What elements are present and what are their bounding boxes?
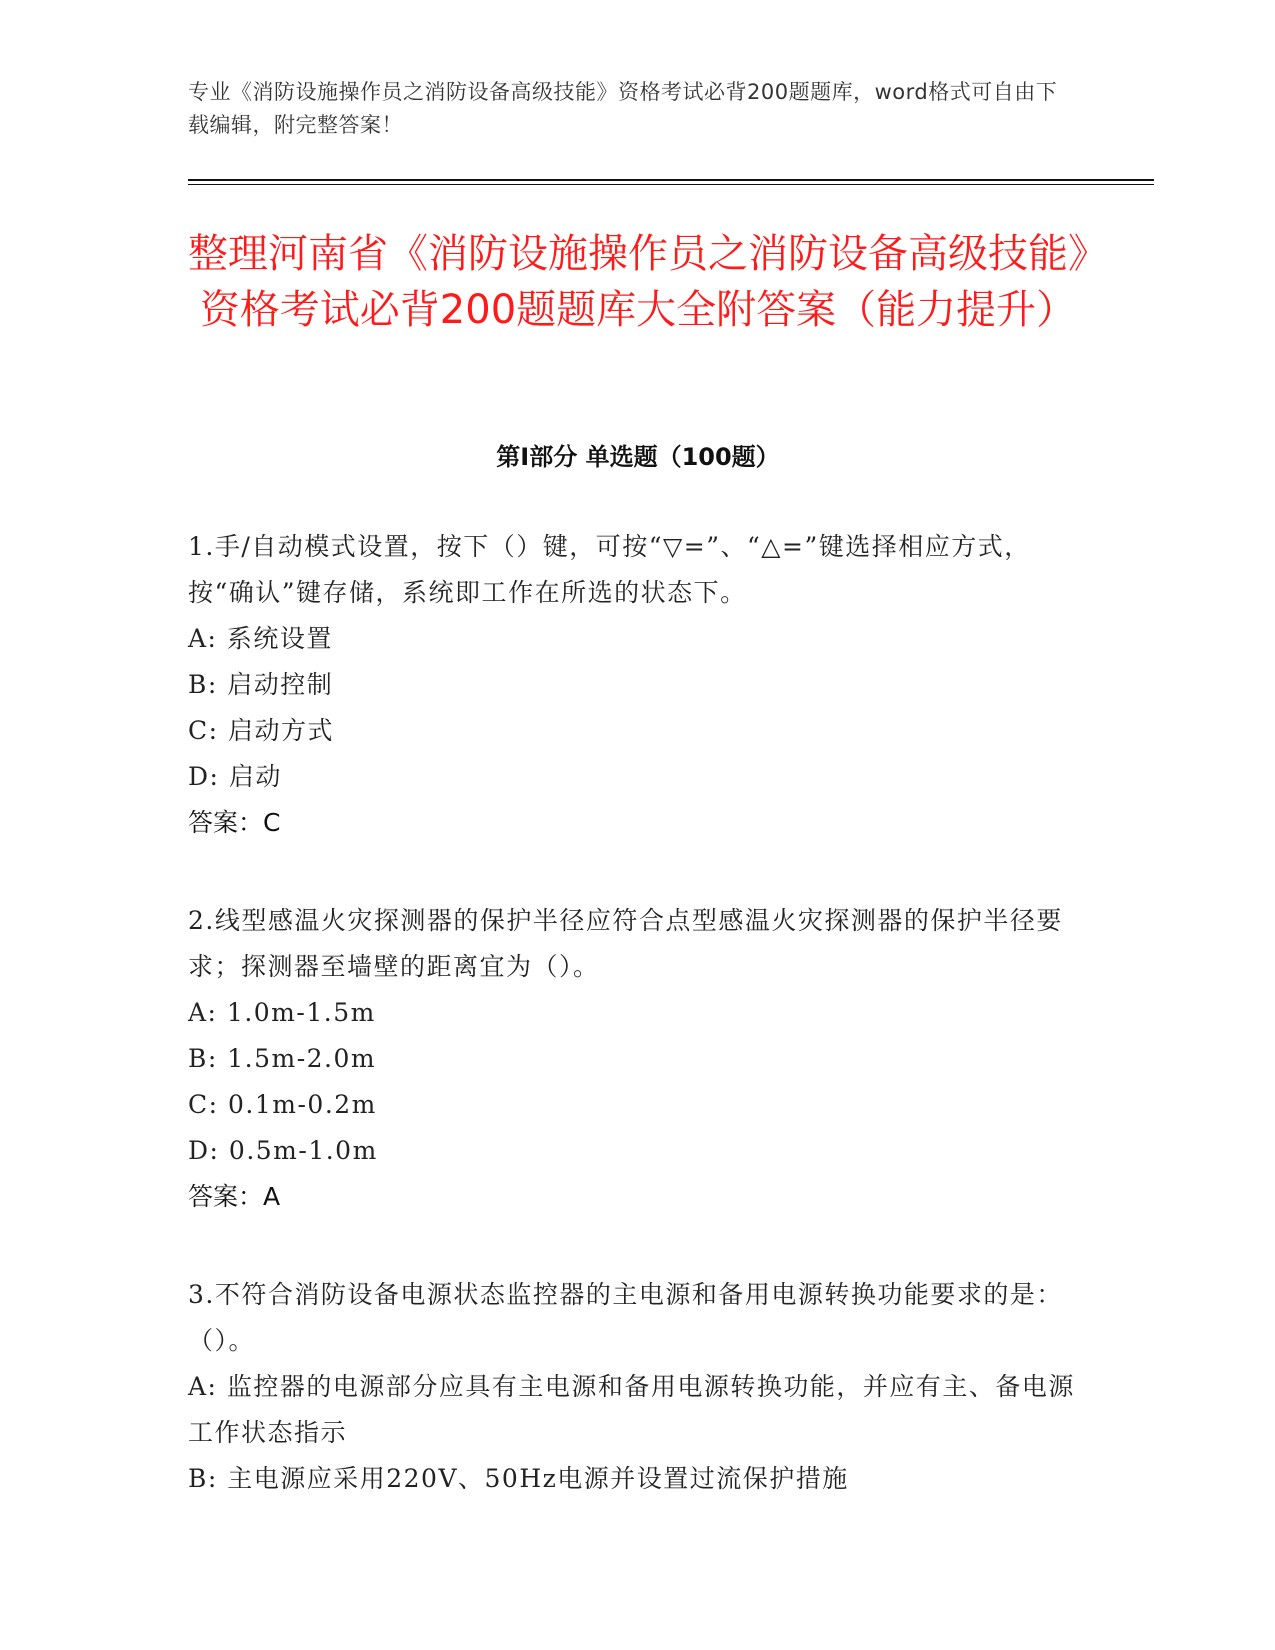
- option-a: A: 1.0m-1.5m: [188, 998, 376, 1027]
- option-d: D: 启动: [188, 762, 282, 791]
- answer: 答案：C: [188, 808, 281, 837]
- header-divider-thin: [188, 184, 1154, 185]
- option-c: C: 0.1m-0.2m: [188, 1090, 377, 1119]
- option-b: B: 启动控制: [188, 670, 334, 699]
- header-divider-thick: [188, 179, 1154, 181]
- section-title: 第Ⅰ部分 单选题（100题）: [496, 443, 780, 471]
- answer: 答案：A: [188, 1182, 281, 1211]
- header-note: 专业《消防设施操作员之消防设备高级技能》资格考试必背200题题库，word格式可自由下载编辑，附完整答案！: [188, 80, 1058, 137]
- question-1: [188, 524, 1088, 846]
- option-c: C: 启动方式: [188, 716, 334, 745]
- option-b: B: 1.5m-2.0m: [188, 1044, 377, 1073]
- question-stem: 2.线型感温火灾探测器的保护半径应符合点型感温火灾探测器的保护半径要求；探测器至墙壁的距离宜为（）。: [188, 906, 1063, 981]
- question-stem: 1.手/自动模式设置，按下（）键，可按“▽=”、“△=”键选择相应方式，按“确认”键存储，系统即工作在所选的状态下。: [188, 532, 1031, 607]
- question-stem: 3.不符合消防设备电源状态监控器的主电源和备用电源转换功能要求的是：（）。: [188, 1280, 1063, 1355]
- option-d: D: 0.5m-1.0m: [188, 1136, 378, 1165]
- question-2: [188, 898, 1088, 1220]
- question-3: [188, 1272, 1088, 1502]
- question-list: [188, 524, 1088, 1554]
- option-a: A: 监控器的电源部分应具有主电源和备用电源转换功能，并应有主、备电源工作状态指示: [188, 1372, 1075, 1447]
- document-title: 整理河南省《消防设施操作员之消防设备高级技能》资格考试必背200题题库大全附答案（能力提升）: [188, 231, 1088, 333]
- option-a: A: 系统设置: [188, 624, 333, 653]
- option-b: B: 主电源应采用220V、50Hz电源并设置过流保护措施: [188, 1464, 849, 1493]
